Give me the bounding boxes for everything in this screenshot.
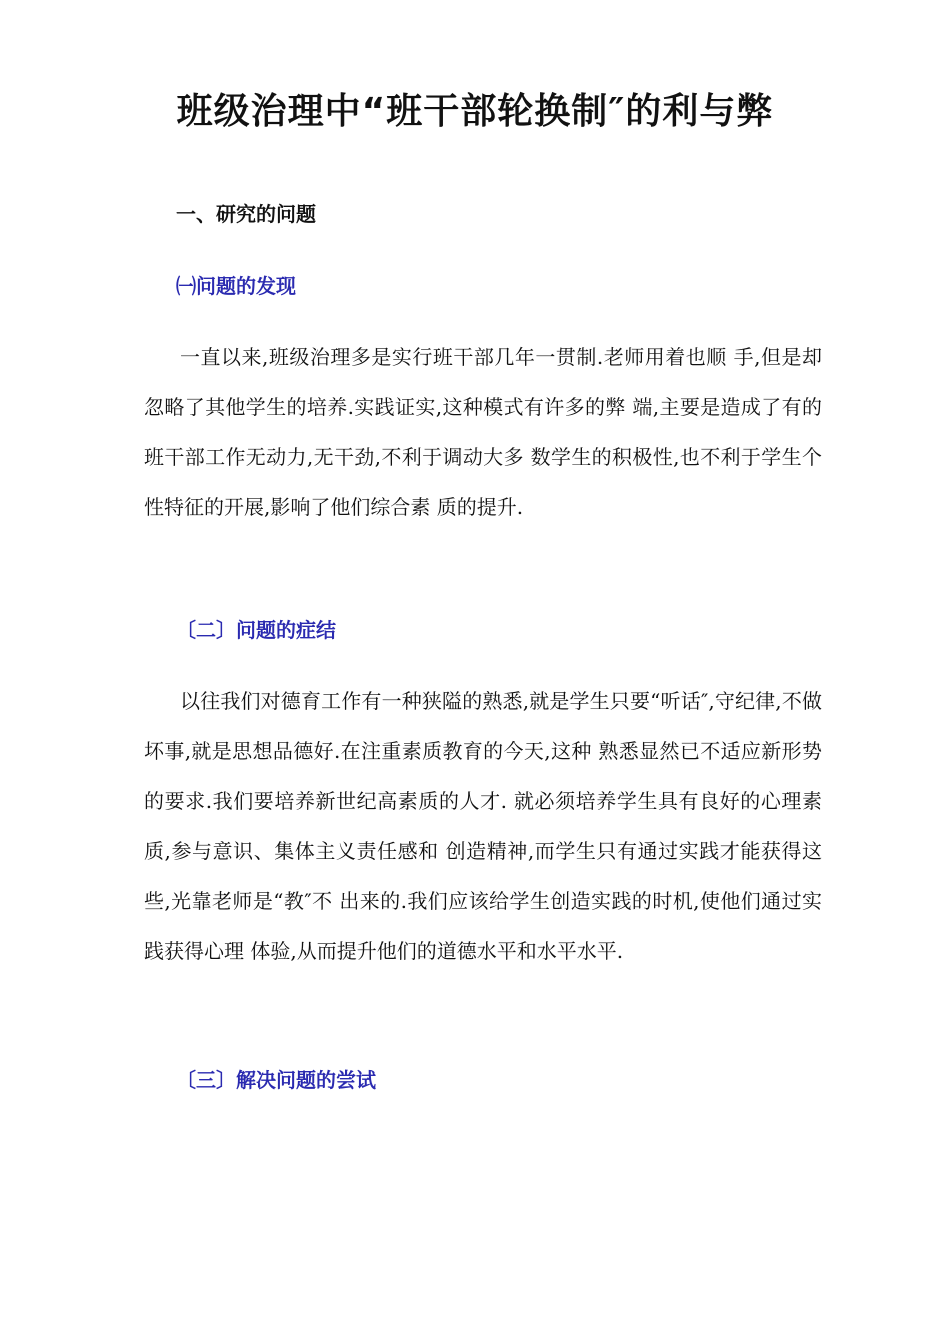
subsection-heading-discovery: ㈠问题的发现 — [176, 274, 296, 298]
section-heading-research-question: 一、研究的问题 — [176, 202, 316, 226]
paragraph-crux: 以往我们对德育工作有一种狭隘的熟悉,就是学生只要“听话″,守纪律,不做坏事,就是思想品德好.在注重素质教育的今天,这种 熟悉显然已不适应新形势的要求.我们要培养新世纪高素质的人才. 就必须培养学生具有良好的心理素质,参与意识、集体主义责任感和 创造精神,而学生只有通过实践才能获得这些,光靠老师是“教″不 出来的.我们应该给学生创造实践的时机,使他们通过实践获得心理 体验,从而提升他们的道德水平和水平水平. — [144, 689, 822, 963]
document-title: 班级治理中“班干部轮换制″的利与弊 — [176, 91, 774, 132]
subsection-heading-crux: 〔二〕问题的症结 — [176, 618, 336, 642]
subsection-heading-attempts: 〔三〕解决问题的尝试 — [176, 1068, 376, 1092]
paragraph-discovery: 一直以来,班级治理多是实行班干部几年一贯制.老师用着也顺 手,但是却忽略了其他学生的培养.实践证实,这种模式有许多的弊 端,主要是造成了有的班干部工作无动力,无干劲,不利于调动大多 数学生的积极性,也不利于学生个性特征的开展,影响了他们综合素 质的提升. — [144, 345, 822, 519]
